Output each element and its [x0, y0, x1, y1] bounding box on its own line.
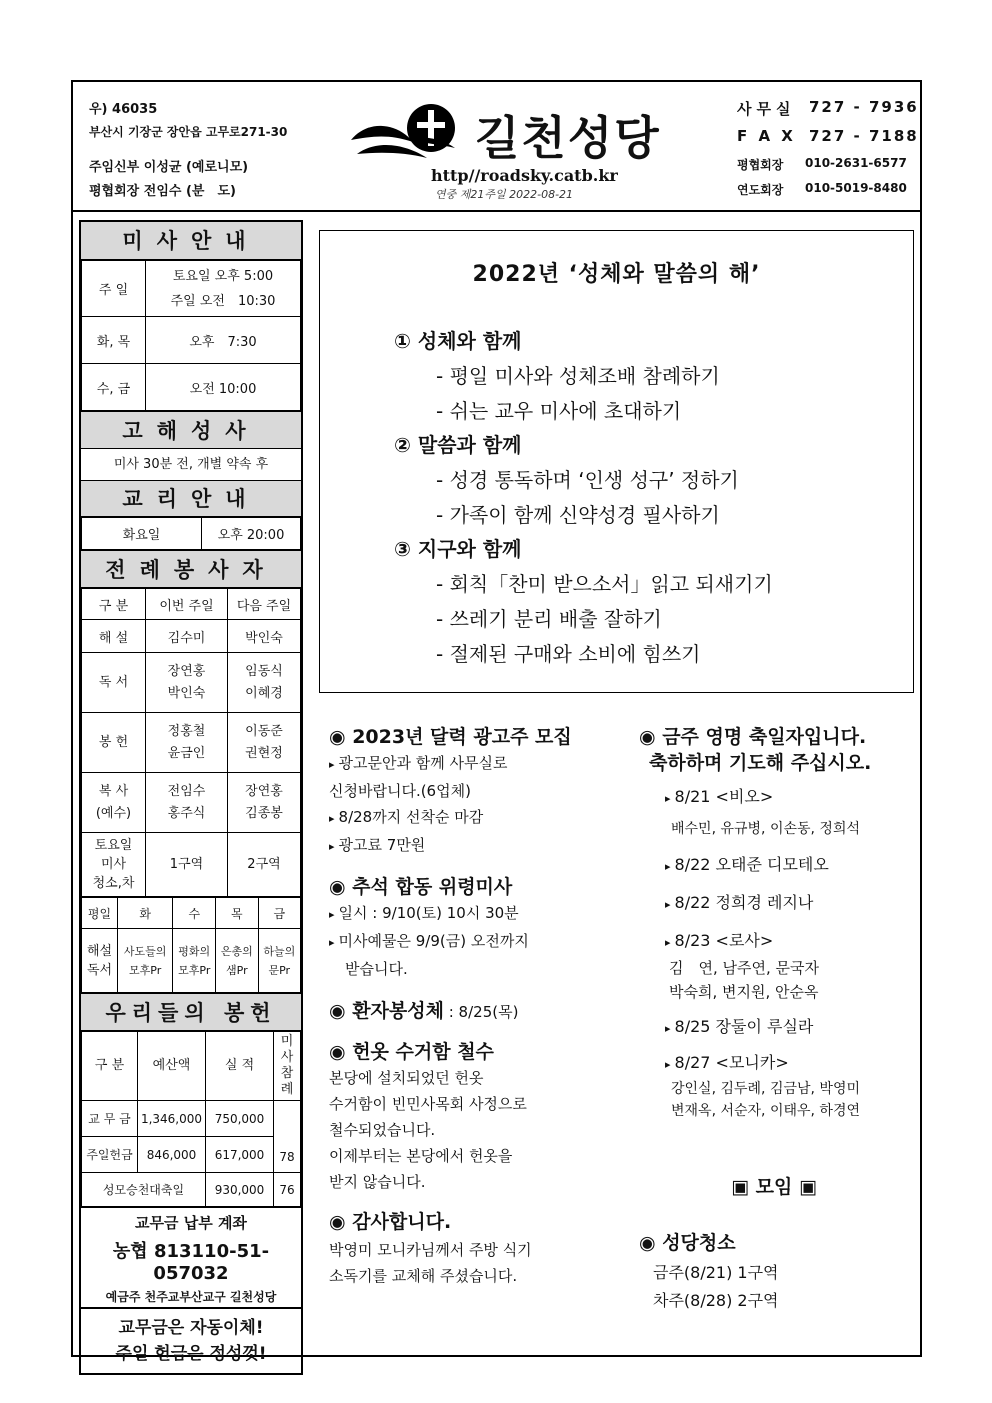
offering-header: 미사 참례: [274, 1032, 301, 1101]
feast-date: ▸ 8/27 <모니카>: [639, 1050, 909, 1078]
church-logo-icon: [349, 98, 459, 168]
theme-title: 2022년 ‘성체와 말씀의 해’: [472, 262, 761, 287]
news-item: ▸ 광고료 7만원: [329, 832, 619, 860]
news-item: ▸ 8/28까지 선착순 마감: [329, 804, 619, 832]
fax-phone: 727 - 7188: [809, 127, 919, 145]
confession-info: 미사 30분 전, 개별 약속 후: [81, 449, 301, 481]
church-title: 길천성당: [475, 111, 661, 165]
address: 부산시 기장군 장안읍 고무로271-30: [89, 125, 288, 139]
mass-day: 주 일: [82, 261, 146, 317]
feast-date: ▸ 8/22 정희경 레지나: [639, 890, 909, 918]
servers-header: 이번 주일: [146, 589, 228, 620]
offering-attend: 76: [274, 1173, 301, 1207]
mass-day: 화, 목: [82, 317, 146, 364]
weekday-table: [81, 897, 301, 993]
offering-actual: 617,000: [206, 1137, 274, 1173]
chuseok-title: ◉ 추석 합동 위령미사: [329, 876, 513, 898]
server-this: 전임수 홍주식: [146, 773, 228, 833]
clothes-title: ◉ 헌옷 수거함 철수: [329, 1041, 494, 1063]
feast-date: ▸ 8/25 장둘이 루실라: [639, 1014, 909, 1042]
account-number: 농협 813110-51-057032: [112, 1241, 270, 1284]
news-item: 철수되었습니다.: [329, 1121, 436, 1139]
offering-actual: 750,000: [206, 1101, 274, 1137]
server-this: 김수미: [146, 620, 228, 653]
mass-time: 오후 7:30: [146, 317, 301, 364]
pastor: 주임신부 이성균 (예로니모): [89, 160, 249, 175]
feast-names: 변재옥, 서순자, 이태우, 하경연: [671, 1103, 860, 1119]
weekday-group: 은총의 샘Pr: [216, 929, 258, 993]
website-link[interactable]: http//roadsky.catb.kr: [431, 166, 618, 185]
weekday-header: 금: [258, 898, 300, 929]
cleaning-title: ◉ 성당청소: [639, 1232, 736, 1254]
news-item: ▸ 일시 : 9/10(토) 10시 30분: [329, 900, 619, 928]
offering-table: [81, 1031, 301, 1207]
header: [73, 82, 920, 212]
office-label: 사무실: [737, 100, 796, 118]
liturgical-date: 연중 제21주일 2022-08-21: [435, 188, 574, 201]
server-role: 봉 헌: [82, 713, 146, 773]
mass-title: 미사안내: [81, 222, 301, 260]
offering-budget: 846,000: [138, 1137, 206, 1173]
offering-header: 예산액: [138, 1032, 206, 1101]
feast-column: [639, 724, 909, 1314]
feast-title: 축하하며 기도해 주십시오.: [649, 752, 872, 774]
news-item: 본당에 설치되었던 헌옷: [329, 1069, 484, 1087]
weekday-header: 화: [118, 898, 173, 929]
server-role: 복 사 (예수): [82, 773, 146, 833]
account-title: 교무금 납부 계좌: [135, 1214, 247, 1232]
servers-table: [81, 588, 301, 897]
mass-time: 오전 10:00: [146, 364, 301, 411]
theme-item: - 평일 미사와 성체조배 참례하기: [436, 364, 720, 388]
bulletin-frame: [71, 80, 922, 1364]
news-item: 신청바랍니다.(6업체): [329, 782, 471, 800]
offering-name: 교 무 금: [82, 1101, 138, 1137]
yeondo-label: 연도회장: [737, 183, 784, 197]
offering-name: 주일헌금: [82, 1137, 138, 1173]
server-this: 정홍철 윤금인: [146, 713, 228, 773]
server-this: 1구역: [146, 833, 228, 897]
servers-header: 구 분: [82, 589, 146, 620]
doctrine-day: 화요일: [82, 518, 202, 550]
council-chair: 평협회장 전임수 (분 도): [89, 184, 236, 199]
feast-date: ▸ 8/21 <비오>: [639, 784, 909, 812]
news-item: 소독기를 교체해 주셨습니다.: [329, 1267, 518, 1285]
theme-item: - 쓰레기 분리 배출 잘하기: [436, 607, 662, 631]
news-column: [329, 724, 619, 1289]
chair-label: 평협회장: [737, 158, 784, 172]
feast-title: ◉ 금주 영명 축일자입니다.: [639, 726, 867, 748]
servers-title: 전례봉사자: [81, 550, 301, 588]
sick-title: ◉ 환자봉성체: [329, 1000, 444, 1022]
sidebar: [79, 220, 303, 1375]
yeondo-phone: 010-5019-8480: [805, 181, 907, 195]
zip-code: 우) 46035: [89, 102, 158, 117]
offering-header: 실 적: [206, 1032, 274, 1101]
weekday-header: 평일: [82, 898, 118, 929]
mass-table: [81, 260, 301, 411]
news-item: 이제부터는 본당에서 헌옷을: [329, 1147, 513, 1165]
offering-attend: 78: [274, 1101, 301, 1173]
offering-budget: 1,346,000: [138, 1101, 206, 1137]
weekday-group: 하늘의 문Pr: [258, 929, 300, 993]
weekday-group: 사도들의 모후Pr: [118, 929, 173, 993]
feast-names: 박숙희, 변지원, 안순옥: [669, 983, 819, 1001]
theme-heading: ① 성체와 함께: [394, 329, 522, 353]
theme-item: - 성경 통독하며 ‘인생 성구’ 정하기: [436, 468, 739, 492]
notice-line: 주일 헌금은 정성껏!: [115, 1344, 267, 1364]
news-item: ▸ 미사예물은 9/9(금) 오전까지: [329, 928, 619, 956]
news-item: 받지 않습니다.: [329, 1173, 426, 1191]
chair-phone: 010-2631-6577: [805, 156, 907, 170]
calendar-title: ◉ 2023년 달력 광고주 모집: [329, 726, 572, 748]
feast-names: 배수민, 유규병, 이손동, 정희석: [671, 821, 860, 837]
offering-actual: 930,000: [206, 1173, 274, 1207]
doctrine-time: 오후 20:00: [202, 518, 301, 550]
server-next: 박인숙: [228, 620, 301, 653]
weekday-header: 목: [216, 898, 258, 929]
news-item: 박영미 모니카님께서 주방 식기: [329, 1241, 532, 1259]
theme-item: - 회칙「찬미 받으소서」읽고 되새기기: [436, 572, 773, 596]
account-box: [81, 1207, 301, 1307]
server-this: 장연홍 박인숙: [146, 653, 228, 713]
doctrine-table: [81, 517, 301, 550]
server-role: 독 서: [82, 653, 146, 713]
news-item: 수거함이 빈민사목회 사정으로: [329, 1095, 527, 1113]
confession-title: 고해성사: [81, 411, 301, 449]
offering-header: 구 분: [82, 1032, 138, 1101]
mass-day: 수, 금: [82, 364, 146, 411]
server-next: 장연홍 김종봉: [228, 773, 301, 833]
theme-heading: ③ 지구와 함께: [394, 537, 522, 561]
servers-header: 다음 주일: [228, 589, 301, 620]
notice-line: 교무금은 자동이체!: [118, 1318, 264, 1338]
theme-heading: ② 말씀과 함께: [394, 433, 522, 457]
mass-time: 토요일 오후 5:00: [172, 268, 274, 284]
meeting-title: ▣ 모임 ▣: [731, 1176, 817, 1198]
weekday-header: 수: [173, 898, 216, 929]
theme-item: - 쉬는 교우 미사에 초대하기: [436, 399, 682, 423]
account-holder: 예금주 천주교부산교구 길천성당: [105, 1290, 277, 1304]
feast-date: ▸ 8/23 <로사>: [639, 928, 909, 956]
weekday-group: 평화의 모후Pr: [173, 929, 216, 993]
doctrine-title: 교리안내: [81, 481, 301, 517]
theme-box: [319, 230, 914, 693]
server-next: 임동식 이혜경: [228, 653, 301, 713]
cleaning-item: 금주(8/21) 1구역: [653, 1263, 779, 1282]
server-next: 이동준 권현정: [228, 713, 301, 773]
server-role: 해 설: [82, 620, 146, 653]
notice-box: [81, 1307, 301, 1373]
feast-names: 김 연, 남주연, 문국자: [669, 959, 819, 977]
fax-label: F A X: [737, 127, 796, 145]
server-next: 2구역: [228, 833, 301, 897]
server-role: 토요일 미사 청소,차: [82, 833, 146, 897]
thanks-title: ◉ 감사합니다.: [329, 1211, 452, 1233]
theme-item: - 가족이 함께 신약성경 필사하기: [436, 503, 720, 527]
news-item: 받습니다.: [345, 960, 408, 978]
theme-item: - 절제된 구매와 소비에 힘쓰기: [436, 642, 701, 666]
office-phone: 727 - 7936: [809, 98, 919, 116]
weekday-role: 해설 독서: [82, 929, 118, 993]
sick-date: : 8/25(목): [443, 1003, 519, 1021]
mass-time: 주일 오전 10:30: [170, 293, 276, 309]
feast-date: ▸ 8/22 오태준 디모테오: [639, 852, 909, 880]
cleaning-item: 차주(8/28) 2구역: [653, 1291, 779, 1310]
news-item: ▸ 광고문안과 함께 사무실로: [329, 750, 619, 778]
feast-names: 강인실, 김두례, 김금남, 박영미: [671, 1081, 860, 1097]
offering-name: 성모승천대축일: [82, 1173, 206, 1207]
offering-title: 우리들의 봉헌: [81, 993, 301, 1031]
